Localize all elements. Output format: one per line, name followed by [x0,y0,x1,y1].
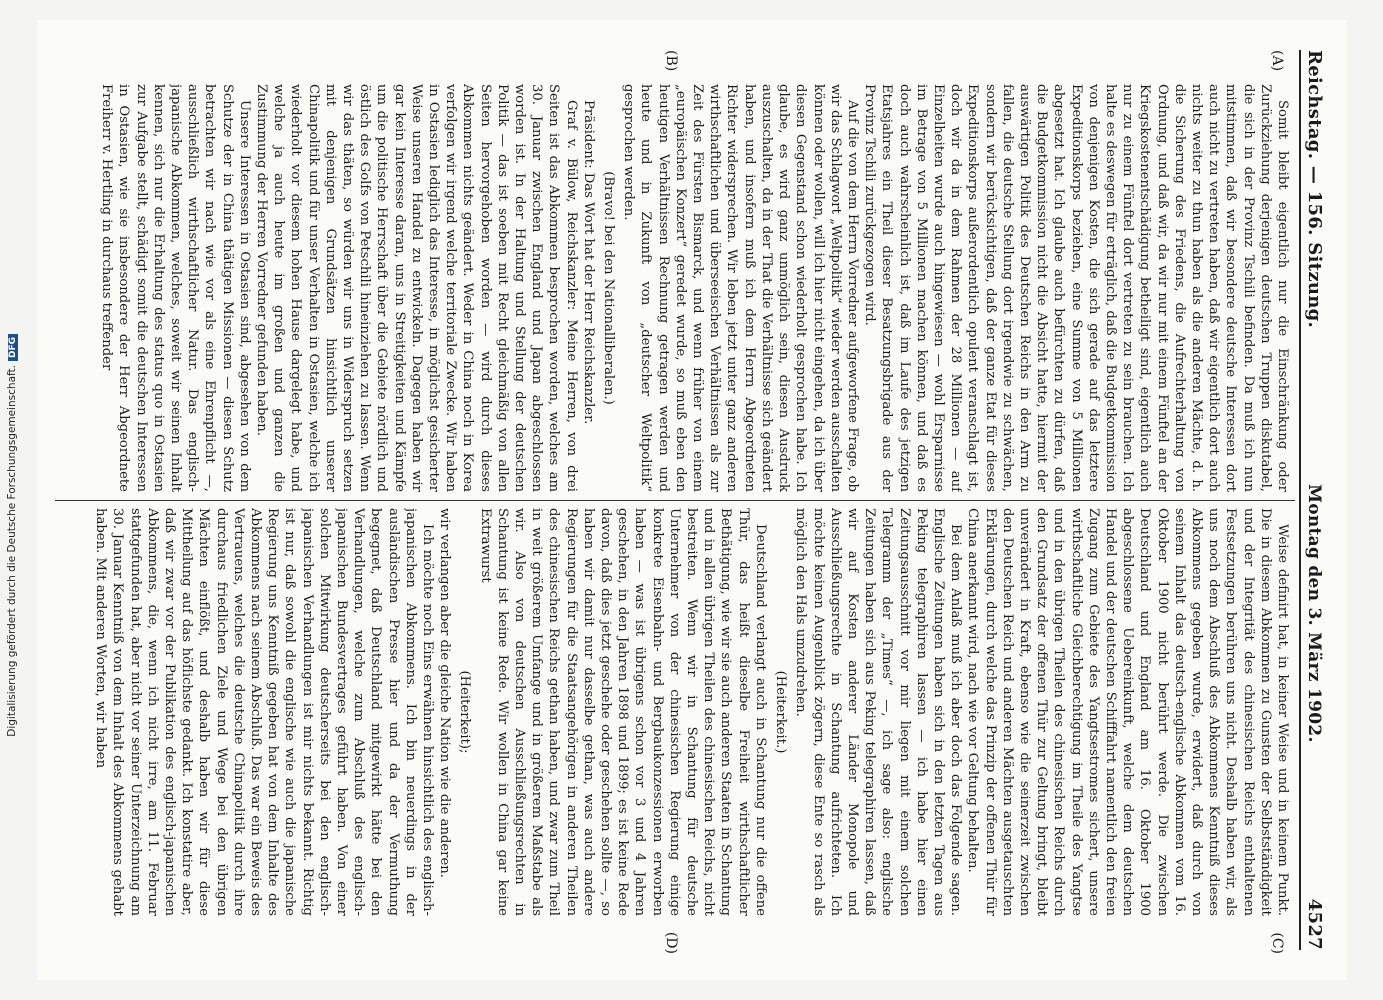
applause-note: (Bravo! bei den Nationalliberalen.) [600,171,616,405]
paragraph: Graf v. Bülow, Reichskanzler: Meine Herren, von drei Seiten ist das Abkommen besprochen worden, welches am 30. Januar zwischen England und Japan abgeschlossen worden ist. In der Haltung und Stellung der deutschen Politik — das ist soeben mit Recht gleichmäßig von allen Seiten hervorgehoben worden — wird durch dieses Abkommen nichts geändert. Weder in China noch in Korea verfolgen wir irgend welche territoriale Zwecke. Wir haben in Ostasien lediglich das Interesse, in möglichst gesicherter Weise unseren Handel zu entwickeln. Dagegen haben wir gar kein Interesse daran, uns in Streitigkeiten und Kämpfe um die politische Herrschaft über die Gebiete nördlich und östlich des Golfs von Petschili hineinziehen zu lassen. Wenn wir das thäten, so würden wir uns in Widerspruch setzen mit denjenigen Grundsätzen hinsichtlich unserer Chinapolitik und für unser Verhalten in Ostasien, welche ich wiederholt vor diesem hohen Hause dargelegt habe, und welche ja auch heute im großen und ganzen die Zustimmung der Herren Vorredner gefunden haben. [253,84,579,492]
header-title: Reichstag. — 156. Sitzung. [1303,50,1325,329]
paragraph: Unsere Interessen in Ostasien sind, abgesehen von dem Schutze der in China thätigen Missionen — diesen Schutz betrachten wir nach wie vor als eine Ehrenpflicht —, ausschließlich wirthschaftlicher Natur. Das englisch-japanische Abkommen, welches, soweit wir seinen Inhalt kennen, sich nur die Erhaltung des status quo in Ostasien zur Aufgabe stellt, schädigt somit die deutschen Interessen in Ostasien, wie sie insbesondere der Herr Abgeordnete Freiherr v. Hertling in durchaus treffender [98,84,252,492]
left-column [55,84,1291,492]
header-date: Montag den 3. März 1902. [1303,484,1324,743]
dfg-logo: DFG [8,334,18,361]
paragraph: Ich möchte noch Eins erwähnen hinsichtlich des englisch-japanischen Abkommens. Ich bin neuerdings in der ausländischen Presse hier und da der Vermuthung begegnet, daß Deutschland mitgewirkt hätte bei den Verhandlungen, welche zum Abschluß des englisch-japanischen Bundesvertrages geführt haben. Von einer solchen Mitwirkung deutscherseits bei den englisch-japanischen Verhandlungen ist mir nichts bekannt. Richtig ist nur, daß sowohl die englische wie auch die japanische Regierung uns Kenntniß gegeben hat von dem Inhalte des Abkommens nach seinem Abschluß. Das war ein Beweis des Vertrauens, welches die deutsche Chinapolitik durch ihre durchaus friedlichen Ziele und Wege bei den übrigen Mächten einflößt, und deshalb haben wir für diese Mittheilung auf das höflichste gedankt. Ich konstatire aber, daß wir zwar vor der Publikation des englisch-japanischen Abkommens, die, wenn ich nicht irre, am 11. Februar stattgefunden hat, aber nicht vor seiner Unterzeichnung am 30. Januar Kenntniß von dem Inhalt des Abkommens gehabt haben. Mit anderen Worten, wir haben [92,508,435,916]
margin-letter-c: (C) [1268,932,1285,954]
margin-letter-d: (D) [662,931,679,954]
newspaper-page [37,20,1347,980]
laughter-note: (Heiterkeit.) [772,670,788,754]
page-number: 4527 [1303,898,1325,950]
paragraph: Deutschland verlangt auch in Schantung nur die offene Thür, das heißt dieselbe Freiheit wirthschaftlicher Bethätigung, wie wir sie auch anderen Staaten in Schantung und in allen übrigen Theilen des chinesischen Reichs, nicht bestreiten. Wenn wir in Schantung für deutsche Unternehmer von der chinesischen Regierung einige konkrete Eisenbahn- und Bergbaukonzessionen erworben haben — was ist übrigens schon vor 3 und 4 Jahren geschehen, in den Jahren 1898 und 1899; es ist keine Rede davon, daß dies jetzt geschehe oder geschehen sollte —, so haben wir damit nur dasselbe gethan, was auch andere Regierungen für die Staatsangehörigen in anderen Theilen des chinesischen Reichs gethan haben, und zwar zum Theil in weit größerem Umfange und in größerem Maßstabe als wir. Also von deutschen Ausschließungsrechten in Schantung ist keine Rede. Wir wollen in China gar keine Extrawurst [477,508,768,916]
page-header [1299,50,1333,950]
right-column [55,508,1291,916]
column-divider [55,500,1295,501]
paragraph: Somit bleibt eigentlich nur die Einschränkung oder Zurückziehung derjenigen deutschen Truppen diskutabel, die sich in der Provinz Tschili befinden. Da muß ich nun mitstimmen, daß wir besondere deutsche Interessen dort auch nicht zu vertreten haben, daß wir eigentlich dort auch nichts weiter zu thun haben als die anderen Mächte, d. h. die Sicherung des Friedens, die Aufrechterhaltung von Ordnung, und daß wir, da wir nur mit einem Fünftel an der Kriegskostenentschädigung betheiligt sind, eigentlich auch nur zu einem Fünftel dort vertreten zu sein brauchen. Ich halte es deswegen für erträglich, daß die Budgetkommission von denjenigen Kosten, die sich gerade auf das letztere Expeditionskorps beziehen, eine Summe von 5 Millionen abgesetzt hat. Ich glaube auch befürchten zu dürfen, daß die Budgetkommission nicht die Absicht hatte, hiermit der auswärtigen Politik des Deutschen Reichs in den Arm zu fallen, die deutsche Stellung dort irgendwie zu schwächen, sondern wir berücksichtigen, daß der ganze Etat für dieses Expeditionskorps außerordentlich opulent veranschlagt ist, doch wir da in dem Rahmen der 28 Millionen — auf Einzelheiten wurde auch hingewiesen — wohl Ersparnisse im Betrage von 5 Millionen machen können, und daß es doch auch wahrscheinlich ist, daß im Laufe des jetzigen Etatsjahres ein Theil dieser Besatzungsbrigade aus der Provinz Tschili zurückgezogen wird. [861,84,1290,492]
paragraph: Auf die von dem Herrn Vorredner aufgeworfene Frage, ob wir das Schlagwort „Weltpolitik“ wieder werden ausschalten können oder wollen, will ich hier nicht eingehen, da ich über diesen Gegenstand schon wiederholt gesprochen habe. Ich glaube, es wird ganz unmöglich sein, diesen Ausdruck auszuschalten, da in der That die Verhältnisse sich geändert haben, und insofern muß ich dem Herrn Abgeordneten Richter widersprechen. Wir leben jetzt unter ganz anderen wirthschaftlichen und überseeischen Verhältnissen als zur Zeit des Fürsten Bismarck, und wenn früher von einem „europäischen Konzert“ geredet wurde, so muß eben den heutigen Verhältnissen Rechnung getragen werden und heute und in Zukunft von „deutscher Weltpolitik“ gesprochen werden. [620,84,860,492]
paragraph: wir verlangen aber die gleiche Nation wie die anderen. [436,508,452,878]
paragraph: Bei dem Anlaß muß ich aber doch das Folgende sagen. Englische Zeitungen haben sich in den letzten Tagen aus Peking telegraphiren lassen — ich habe hier einen Zeitungsausschnitt vor mir liegen mit einem solchen Telegramm der „Times“ —, ich sage also: englische Zeitungen haben sich aus Peking telegraphiren lassen, daß wir auf Kosten anderer Länder Monopole und Ausschließungsrechte in Schantung aufrichteten. Ich möchte keinen Augenblick zögern, diese Ente so rasch als möglich den Hals umzudrehen. [792,508,963,916]
credit-text: Digitalisierung gefördert durch die Deutsche Forschungsgemeinschaft. [6,365,18,737]
paragraph: Weise definirt hat, in keiner Weise und in keinem Punkt. Die in diesem Abkommen zu Gunsten der Selbstständigkeit und der Integrität des chinesischen Reichs enthaltenen Festsetzungen berühren uns nicht. Deshalb haben wir, als uns noch dem Abschluß des Abkommens Kenntniß dieses Abkommens gegeben wurde, erwidert, daß durch von seinem Inhalt das deutsch-englische Abkommen vom 16. Oktober 1900 nicht berührt werde. Die zwischen Deutschland und England am 16. Oktober 1900 abgeschlossene Uebereinkunft, welche dem deutschen Handel und der deutschen Schifffahrt namentlich den freien Zugang zum Gebiete des Yangtsestromes sichert, unsere wirthschaftliche Gleichberechtigung im Theile des Yangtse und in den übrigen Theilen des chinesischen Reichs durch den Grundsatz der offenen Thür zur Geltung bringt, bleibt unverändert in Kraft, ebenso wie die seinerzeit zwischen den Deutschen Reich und anderen Mächten ausgetauschten Erklärungen, durch welche das Prinzip der offenen Thür für China anerkannt wird, nach wie vor Geltung behalten. [964,508,1290,916]
paragraph: Präsident: Das Wort hat der Herr Reichskanzler. [580,100,596,425]
margin-letter-b: (B) [662,50,679,72]
digitization-credit [4,0,22,1000]
laughter-note: (Heiterkeit); [456,670,472,754]
margin-letter-a: (A) [1268,50,1285,72]
